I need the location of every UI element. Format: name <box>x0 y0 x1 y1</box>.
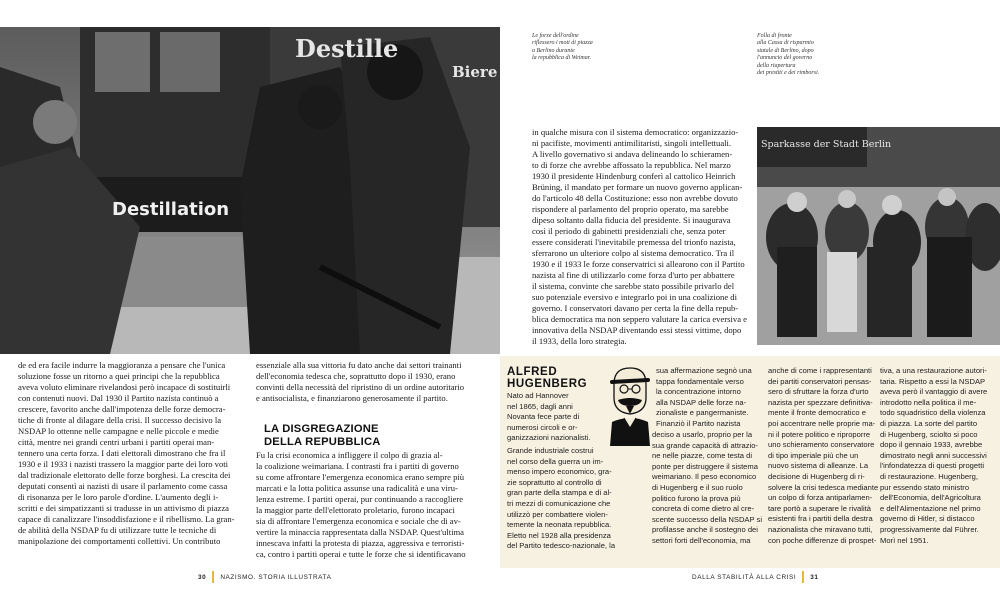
left-photo-caption <box>532 33 672 63</box>
text-line: gran parte della stampa e di al- <box>507 488 612 498</box>
text-line: nuovo sistema di alleanze. La <box>768 461 869 471</box>
text-line: taria. Rispetto a essi la NSDAP <box>880 376 986 386</box>
text-line: così il periodo di gabinetti presidenziali che, senza poter <box>532 226 726 236</box>
text-line: profilasse anche il sostegno dei <box>652 525 758 535</box>
text-line: do l'articolo 48 della Costituzione: esso non avrebbe dovuto <box>532 193 738 203</box>
text-line: sia di affrontare l'emergenza economica e sociale che di av- <box>256 516 461 526</box>
text-line: weimariano. Il peso economico <box>652 472 757 482</box>
page-number: 30 <box>198 573 207 581</box>
text-line: scritti e dei simpatizzanti si tradusse in un attivismo di piazza <box>18 503 229 513</box>
running-title: DALLA STABILITÀ ALLA CRISI <box>692 573 797 581</box>
text-line: tappa fondamentale verso <box>656 376 744 386</box>
destille-sign: Destille <box>295 34 399 63</box>
text-line: Fu la crisi economica a infliggere il colpo di grazia al- <box>256 450 443 460</box>
box-column-2-top <box>656 366 762 430</box>
police-clash-photo <box>0 27 500 354</box>
text-line: Eletto nel 1928 alla presidenza <box>507 530 611 540</box>
crowd-bank-illustration <box>757 127 1000 345</box>
text-line: tiche di fronte al dilagare della crisi. Il successo decisivo la <box>18 415 222 425</box>
text-line: deputati consentì ai nazisti di usare il parlamento come cassa <box>18 481 228 491</box>
text-line: tri mezzi di comunicazione che <box>507 498 611 508</box>
text-line: numerosi circoli e or- <box>507 422 578 432</box>
box-title-line: ALFRED <box>507 366 558 378</box>
text-line: di Hugenberg e il suo ruolo <box>652 482 743 492</box>
text-line: Brüning, il mandato per formare un nuovo governo applican- <box>532 182 743 192</box>
text-line: essere considerati l'inevitabile premessa del trionfo nazista, <box>532 237 736 247</box>
text-line: in qualche misura con il sistema democratico: organizzazio- <box>532 127 739 137</box>
page-number: 31 <box>810 573 819 581</box>
text-line: zionaliste e pangermaniste. <box>656 408 749 418</box>
box-column-1-top <box>507 391 603 444</box>
right-footer <box>692 571 819 583</box>
text-line: dipeso soltanto dalla fiducia del presidente. Si inaugurava <box>532 215 731 225</box>
text-line: aveva voluto eliminare rivelandosi però incapace di sostituirli <box>18 382 231 392</box>
text-line: di restaurazione. Hugenberg, <box>880 471 978 481</box>
text-line: deciso a usarlo, proprio per la <box>652 430 753 439</box>
caption-line: la repubblica di Weimar. <box>532 55 591 62</box>
text-line: del Partito tedesco-nazionale, la <box>507 541 616 551</box>
text-line: Novanta fece parte di <box>507 412 580 422</box>
text-line: 1930 e il 1933 le forze conservatrici si allearono con il Partito <box>532 259 745 269</box>
text-line: menso impero economico, gra- <box>507 467 612 477</box>
text-line: sua affermazione segnò una <box>656 366 752 375</box>
text-line: innescava infatti la protesta di piazza, aggressiva e terroristi- <box>256 538 465 548</box>
text-line: di tipo imperiale più che un <box>768 450 859 460</box>
upper-right-column <box>532 127 750 347</box>
subhead-line: DELLA REPUBBLICA <box>264 435 381 448</box>
text-line: di risonanza per le loro parole d'ordine. L'aumento degli i- <box>18 492 219 502</box>
text-line: lenza estreme. I partiti operai, pur continuando a raccogliere <box>256 494 464 504</box>
text-line: concreta di come dietro al cre- <box>652 504 755 514</box>
text-line: aveva però il vantaggio di avere <box>880 387 988 397</box>
caption-line: dei prestiti e dei rimborsi. <box>757 70 820 77</box>
text-line: politico furono la prova più <box>652 493 741 503</box>
text-line: Finanziò il Partito nazista <box>656 418 741 428</box>
text-line: nazista per spezzare definitiva- <box>768 397 873 407</box>
caption-line: a Berlino durante <box>532 47 575 54</box>
text-line: ne nelle piazze, come testa di <box>652 451 753 461</box>
text-line: A livello governativo si andava delineando lo schieramen- <box>532 149 733 159</box>
text-line: ponte per distruggere il sistema <box>652 461 758 471</box>
text-line: sero di sfruttare la forza d'urto <box>768 387 869 397</box>
text-line: la maggior parte dell'elettorato proletario, furono incapaci <box>256 505 455 515</box>
text-line: zie soprattutto al controllo di <box>507 477 602 487</box>
text-line: introdotto nella politica il me- <box>880 397 977 407</box>
caption-line: alla Cassa di risparmio <box>757 40 814 47</box>
text-line: governo. I conservatori davano per certa la fine della repub- <box>532 303 739 313</box>
text-line: manipolazione dei comportamenti collettivi. Un contributo <box>18 536 221 546</box>
text-line: rispondere al parlamento del proprio operato, ma sarebbe <box>532 204 729 214</box>
text-line: su come affrontare l'emergenza economica erano sempre più <box>256 472 465 482</box>
caption-line: della riapertura <box>757 62 796 69</box>
text-line: Nato ad Hannover <box>507 391 569 400</box>
left-column-2 <box>256 360 484 404</box>
caption-line: Folla di fronte <box>757 33 792 39</box>
box-column-2-bottom <box>652 430 764 547</box>
text-line: temente la neonata repubblica. <box>507 520 612 530</box>
text-line: Grande industriale costrui <box>507 446 594 455</box>
box-title <box>507 366 617 390</box>
text-line: marcati e la lotta politica assunse una radicalità e una viru- <box>256 483 458 493</box>
text-line: dei partiti conservatori pensas- <box>768 376 872 386</box>
hugenberg-caricature <box>604 362 654 446</box>
text-line: ca, contro i partiti operai e tutte le forze che si identificavano <box>256 549 466 559</box>
text-line: convinti della necessità del ripristino di un ordine autoritario <box>256 382 465 392</box>
text-line: Morì nel 1951. <box>880 535 929 545</box>
text-line: la concentrazione intorno <box>656 387 741 397</box>
text-line: innovativa della NSDAP diventando essi stessi vittime, dopo <box>532 325 742 335</box>
text-line: progressivamente dal Führer. <box>880 524 979 534</box>
text-line: città, mentre nei grandi centri urbani i partiti operai man- <box>18 437 215 447</box>
bank-sign: Sparkasse der Stadt Berlin <box>761 139 892 150</box>
text-line: la coalizione weimariana. I contrasti fra i partiti di governo <box>256 461 459 471</box>
text-line: alla NSDAP delle forze na- <box>656 397 747 407</box>
crowd-bank-photo <box>757 127 1000 345</box>
text-line: blica democratica ma non seppero valutare la carica eversiva e <box>532 314 747 324</box>
text-line: nazionalista che miravano tutti, <box>768 524 873 534</box>
text-line: poi accentrare nelle proprie ma- <box>768 418 876 428</box>
text-line: dell'Economia, dell'Agricoltura <box>880 493 981 503</box>
text-line: utilizzò per combattere violen- <box>507 509 608 519</box>
text-line: tare portò a superare le rivalità <box>768 503 871 513</box>
text-line: dell'economia tedesca che, soprattutto dopo il 1930, erano <box>256 371 456 381</box>
text-line: e dell'Alimentazione nel primo <box>880 503 981 513</box>
text-line: essenziale alla sua vittoria fu dato anche dai settori trainanti <box>256 360 462 370</box>
text-line: esistenti fra i partiti della destra <box>768 514 873 524</box>
text-line: governo di Hitler, si distacco <box>880 514 975 524</box>
text-line: ni pacifiste, movimenti antimilitaristi, singoli intellettuali. <box>532 138 732 148</box>
text-line: capace di canalizzare l'insoddisfazione e il ribellismo. La gran- <box>18 514 235 524</box>
caption-line: Le forze dell'ordine <box>532 33 579 39</box>
text-line: tiva, a una restaurazione autori- <box>880 366 987 375</box>
text-line: mente il fronte democratico e <box>768 408 866 418</box>
text-line: NSDAP lo ottenne nelle campagne e nelle piccole e medie <box>18 426 219 436</box>
text-line: nel corso della guerra un im- <box>507 456 604 466</box>
text-line: un colpo di forza antiparlamen- <box>768 493 873 503</box>
text-line: todo squadristico della violenza <box>880 408 986 418</box>
box-column-4 <box>880 366 998 546</box>
text-line: de ed era facile indurre la maggioranza a pensare che l'unica <box>18 360 226 370</box>
text-line: il sistema, convinte che sarebbe stato possibile privarlo del <box>532 281 735 291</box>
text-line: sferrarono un ulteriore colpo al sistema democratico. Tra il <box>532 248 735 258</box>
text-line: sua grande capacità di attrazio- <box>652 440 758 450</box>
box-column-3 <box>768 366 884 546</box>
text-line: e antisocialista, e finanziarono generosamente il partito. <box>256 393 448 403</box>
text-line: il 1933, della loro strategia. <box>532 336 627 346</box>
text-line: nel 1865, dagli anni <box>507 401 573 411</box>
text-line: dal tradizionale elettorato delle forze borghesi. La crescita dei <box>18 470 231 480</box>
accent-bar <box>212 571 214 583</box>
text-line: ni il potere politico e riproporre <box>768 429 871 439</box>
caption-line: l'annuncio del governo <box>757 55 813 62</box>
text-line: to di forze che avrebbe affossato la repubblica. Nel marzo <box>532 160 731 170</box>
running-title: NAZISMO. STORIA ILLUSTRATA <box>220 573 332 581</box>
text-line: di piazza. La sorte del partito <box>880 418 978 428</box>
text-line: soluzione fosse un ritorno a quei principi che la repubblica <box>18 371 220 381</box>
left-column-1 <box>18 360 247 547</box>
text-line: settori forti dell'economia, ma <box>652 535 751 545</box>
text-line: di Hugenberg, sciolto si poco <box>880 429 978 439</box>
text-line: tennero una certa forza. I dati elettorali dimostrano che fra il <box>18 448 226 458</box>
text-line: 1930 il presidente Hindenburg conferì al cattolico Heinrich <box>532 171 736 181</box>
text-line: dopo il gennaio 1933, avrebbe <box>880 440 983 450</box>
text-line: ganizzazioni nazionalisti. <box>507 433 591 443</box>
text-line: pur essendo stato ministro <box>880 482 970 492</box>
section-subhead <box>264 423 484 448</box>
subhead-line: LA DISGREGAZIONE <box>264 423 379 435</box>
destillation-sign: Destillation <box>112 199 230 220</box>
text-line: de abilità della NSDAP fu di utilizzare tutte le tecniche di <box>18 525 217 535</box>
text-line: dimostrato negli anni successivi <box>880 450 987 460</box>
text-line: suo potenziale eversivo e integrarlo poi in una coalizione di <box>532 292 737 302</box>
text-line: l'infondatezza di questi progetti <box>880 461 985 471</box>
text-line: vertire la minaccia rappresentata dalla NSDAP. Quest'ultima <box>256 527 464 537</box>
left-column-2-bottom <box>256 450 484 560</box>
text-line: con contenuti nuovi. Dal 1930 il Partito nazista continuò a <box>18 393 219 403</box>
police-clash-illustration <box>0 27 500 354</box>
accent-bar <box>802 571 804 583</box>
text-line: anche di come i rappresentanti <box>768 366 872 375</box>
right-photo-caption <box>757 33 897 77</box>
text-line: 1930 e il 1933 i nazisti trassero la maggior parte dei loro voti <box>18 459 229 469</box>
caption-line: statale di Berlino, dopo <box>757 47 814 54</box>
text-line: scente successo della NSDAP si <box>652 514 763 524</box>
box-column-1-bottom <box>507 446 649 552</box>
text-line: con poche differenze di prospet- <box>768 535 877 545</box>
text-line: nazista al fine di utilizzarlo come forza d'urto per abbattere <box>532 270 735 280</box>
box-title-line: HUGENBERG <box>507 378 588 390</box>
biere-sign: Biere <box>452 63 498 81</box>
text-line: solvere la crisi tedesca mediante <box>768 482 879 492</box>
text-line: uno schieramento conservatore <box>768 440 875 450</box>
text-line: decisione di Hugenberg di ri- <box>768 471 865 481</box>
portrait-icon <box>604 362 654 446</box>
left-footer <box>198 571 331 583</box>
text-line: crescere, favorito anche dall'impotenza delle forze democra- <box>18 404 226 414</box>
caption-line: riflessero i moti di piazza <box>532 40 593 47</box>
